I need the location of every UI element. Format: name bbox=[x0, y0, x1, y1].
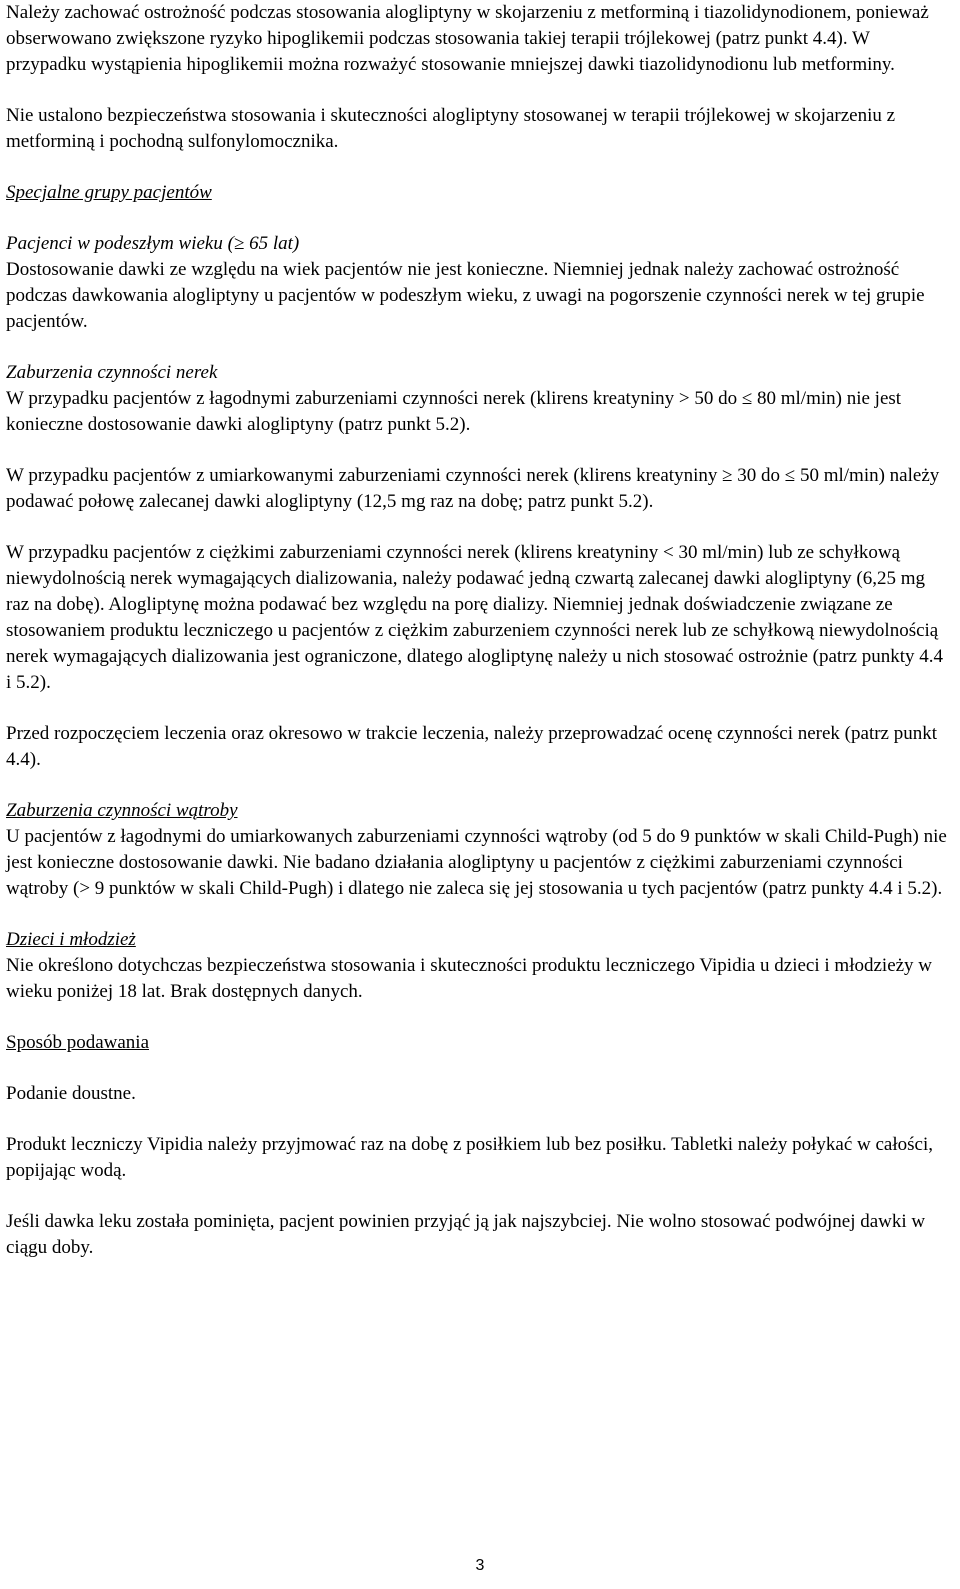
elderly-text: Dostosowanie dawki ze względu na wiek pacjentów nie jest konieczne. Niemniej jednak należy zachować ostrożność podczas dawkowania alogliptyny u pacjentów w podeszłym wieku, z uwagi na pogorszenie czynności nerek w tej grupie pacjentów. bbox=[6, 259, 925, 332]
hepatic-heading: Zaburzenia czynności wątroby bbox=[6, 800, 238, 821]
pediatric-heading: Dzieci i młodzież bbox=[6, 929, 136, 950]
elderly-heading: Pacjenci w podeszłym wieku (≥ 65 lat) bbox=[6, 233, 300, 254]
renal-paragraph-1: W przypadku pacjentów z łagodnymi zaburzeniami czynności nerek (klirens kreatyniny > 50 do ≤ 80 ml/min) nie jest konieczne dostosowanie dawki alogliptyny (patrz punkt 5.2). bbox=[6, 388, 902, 435]
intro-paragraph-1: Należy zachować ostrożność podczas stosowania alogliptyny w skojarzeniu z metforminą i tiazolidynodionem, ponieważ obserwowano zwiększone ryzyko hipoglikemii podczas stosowania takiej terapii trójlekowej (patrz punkt 4.4). W przypadku wystąpienia hipoglikemii można rozważyć stosowanie mniejszej dawki tiazolidynodionu lub metforminy. bbox=[6, 2, 929, 75]
renal-paragraph-4: Przed rozpoczęciem leczenia oraz okresowo w trakcie leczenia, należy przeprowadzać ocenę czynności nerek (patrz punkt 4.4). bbox=[6, 723, 938, 770]
hepatic-text: U pacjentów z łagodnymi do umiarkowanych zaburzeniami czynności wątroby (od 5 do 9 punktów w skali Child-Pugh) nie jest konieczne dostosowanie dawki. Nie badano działania alogliptyny u pacjentów z ciężkimi zaburzeniami czynności wątroby (> 9 punktów w skali Child-Pugh) i dlatego nie zaleca się jej stosowania u tych pacjentów (patrz punkty 4.4 i 5.2). bbox=[6, 826, 947, 899]
renal-paragraph-2: W przypadku pacjentów z umiarkowanymi zaburzeniami czynności nerek (klirens kreatyniny ≥ 30 do ≤ 50 ml/min) należy podawać połowę zalecanej dawki alogliptyny (12,5 mg raz na dobę; patrz punkt 5.2). bbox=[6, 465, 940, 512]
document-page bbox=[6, 0, 951, 1286]
administration-paragraph-3: Jeśli dawka leku została pominięta, pacjent powinien przyjąć ją jak najszybciej. Nie wolno stosować podwójnej dawki w ciągu doby. bbox=[6, 1211, 926, 1258]
administration-paragraph-1: Podanie doustne. bbox=[6, 1083, 136, 1104]
renal-paragraph-3: W przypadku pacjentów z ciężkimi zaburzeniami czynności nerek (klirens kreatyniny < 30 ml/min) lub ze schyłkową niewydolnością nerek wymagających dializowania, należy podawać jedną czwartą zalecanej dawki alogliptyny (6,25 mg raz na dobę). Alogliptynę można podawać bez względu na porę dializy. Niemniej jednak doświadczenie związane ze stosowaniem produktu leczniczego u pacjentów z ciężkim zaburzeniem czynności nerek lub ze schyłkową niewydolnością nerek wymagających dializowania jest ograniczone, dlatego alogliptynę należy u nich stosować ostrożnie (patrz punkty 4.4 i 5.2). bbox=[6, 542, 944, 693]
administration-heading: Sposób podawania bbox=[6, 1032, 150, 1053]
administration-paragraph-2: Produkt leczniczy Vipidia należy przyjmować raz na dobę z posiłkiem lub bez posiłku. Tabletki należy połykać w całości, popijając wodą. bbox=[6, 1134, 934, 1181]
page-number: 3 bbox=[475, 1557, 485, 1574]
special-groups-heading: Specjalne grupy pacjentów bbox=[6, 182, 212, 203]
intro-paragraph-2: Nie ustalono bezpieczeństwa stosowania i skuteczności alogliptyny stosowanej w terapii trójlekowej w skojarzeniu z metforminą i pochodną sulfonylomocznika. bbox=[6, 105, 896, 152]
pediatric-text: Nie określono dotychczas bezpieczeństwa stosowania i skuteczności produktu leczniczego Vipidia u dzieci i młodzieży w wieku poniżej 18 lat. Brak dostępnych danych. bbox=[6, 955, 933, 1002]
renal-heading: Zaburzenia czynności nerek bbox=[6, 362, 218, 383]
